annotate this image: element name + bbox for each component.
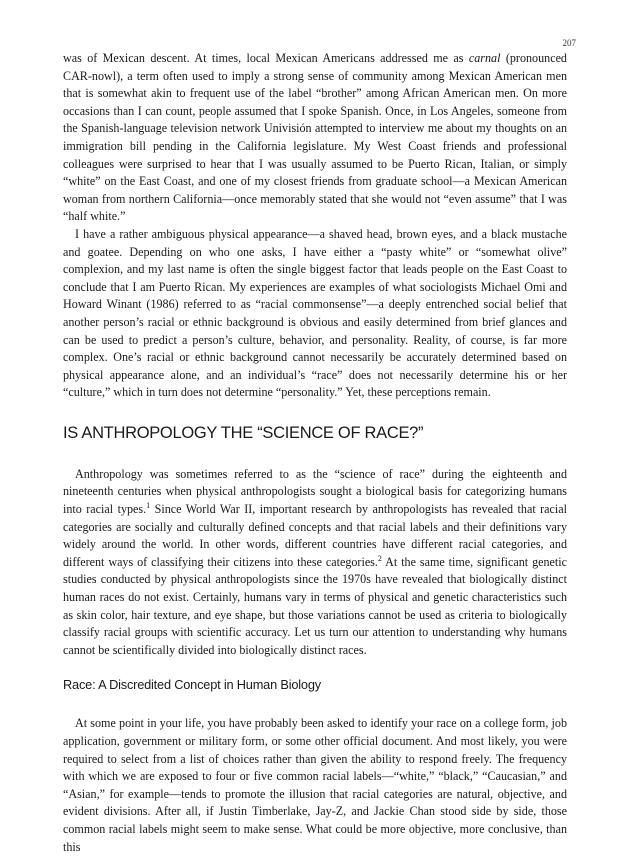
paragraph-4: At some point in your life, you have probably been asked to identify your race on a college form, job application, government or military form, or some other official document. And most likely, you were required to select from a list of choices rather than given the ability to respond freely. The frequency with which we are exposed to four or five common racial labels—“white,” “black,” “Caucasian,” and “Asian,” for example—tends to promote the illusion that racial categories are natural, objective, and evident divisions. After all, if Justin Timberlake, Jay-Z, and Jackie Chan stood side by side, those common racial labels might seem to make sense. What could be more objective, more conclusive, than this (63, 716, 567, 854)
footnote-marker-2: 2 (377, 553, 382, 563)
paragraph-1 (63, 50, 567, 226)
subsection-heading: Race: A Discredited Concept in Human Biology (63, 677, 321, 693)
paragraph-3-text-b: Since World War II, important research by anthropologists has revealed that racial categories are socially and culturally defined concepts and that racial labels and their definitions vary widely around the world. In other words, different countries have different racial categories, and different ways of classifying their citizens into these categories. (63, 502, 567, 569)
paragraph-1-italic-term: carnal (468, 51, 501, 65)
page-number: 207 (562, 38, 576, 48)
paragraph-3-text-c: At the same time, significant genetic studies conducted by physical anthropologists since the 1970s have revealed that biologically distinct human races do not exist. Certainly, humans vary in terms of physical and genetic characteristics such as skin color, hair texture, and eye shape, but those variations cannot be used as criteria to biologically classify racial groups with scientific accuracy. Let us turn our attention to understanding why humans cannot be scientifically divided into biologically distinct races. (63, 554, 567, 657)
paragraph-1-text-a: was of Mexican descent. At times, local Mexican Americans addressed me as (63, 51, 469, 65)
paragraph-1-text-b: (pronounced CAR-nowl), a term often used to imply a strong sense of community among Mexican American men that is somewhat akin to frequent use of the label “brother” among African American men. On more occasions than I can count, people assumed that I spoke Spanish. Once, in Los Angeles, someone from the Spanish-language television network Univisión attempted to interview me about my thoughts on an immigration bill pending in the California legislature. My West Coast friends and professional colleagues were surprised to hear that I was usually assumed to be Puerto Rican, Italian, or simply “white” on the East Coast, and one of my closest friends from graduate school—a Mexican American woman from northern California—once memorably stated that she would not “even assume” that I was “half white.” (63, 51, 567, 224)
footnote-marker-1: 1 (146, 501, 151, 511)
paragraph-3-text-a: Anthropology was sometimes referred to as the “science of race” during the eighteenth and nineteenth centuries when physical anthropologists sought a biological basis for categorizing humans into racial types. (63, 466, 567, 517)
paragraph-3 (63, 466, 567, 660)
section-heading: IS ANTHROPOLOGY THE “SCIENCE OF RACE?” (63, 423, 424, 442)
page-body (63, 50, 567, 856)
paragraph-2: I have a rather ambiguous physical appearance—a shaved head, brown eyes, and a black mustache and goatee. Depending on who one asks, I have either a “pasty white” or “somewhat olive” complexion, and my last name is often the single biggest factor that leads people on the East Coast to conclude that I am Puerto Rican. My experiences are examples of what sociologists Michael Omi and Howard Winant (1986) referred to as “racial commonsense”—a deeply entrenched social belief that another person’s racial or ethnic background is obvious and easily determined from brief glances and can be used to predict a person’s culture, behavior, and personality. Reality, of course, is far more complex. One’s racial or ethnic background cannot necessarily be accurately determined based on physical appearance alone, and an individual’s “race” does not necessarily determine his or her “culture,” which in turn does not determine “personality.” Yet, these perceptions remain. (63, 226, 567, 400)
